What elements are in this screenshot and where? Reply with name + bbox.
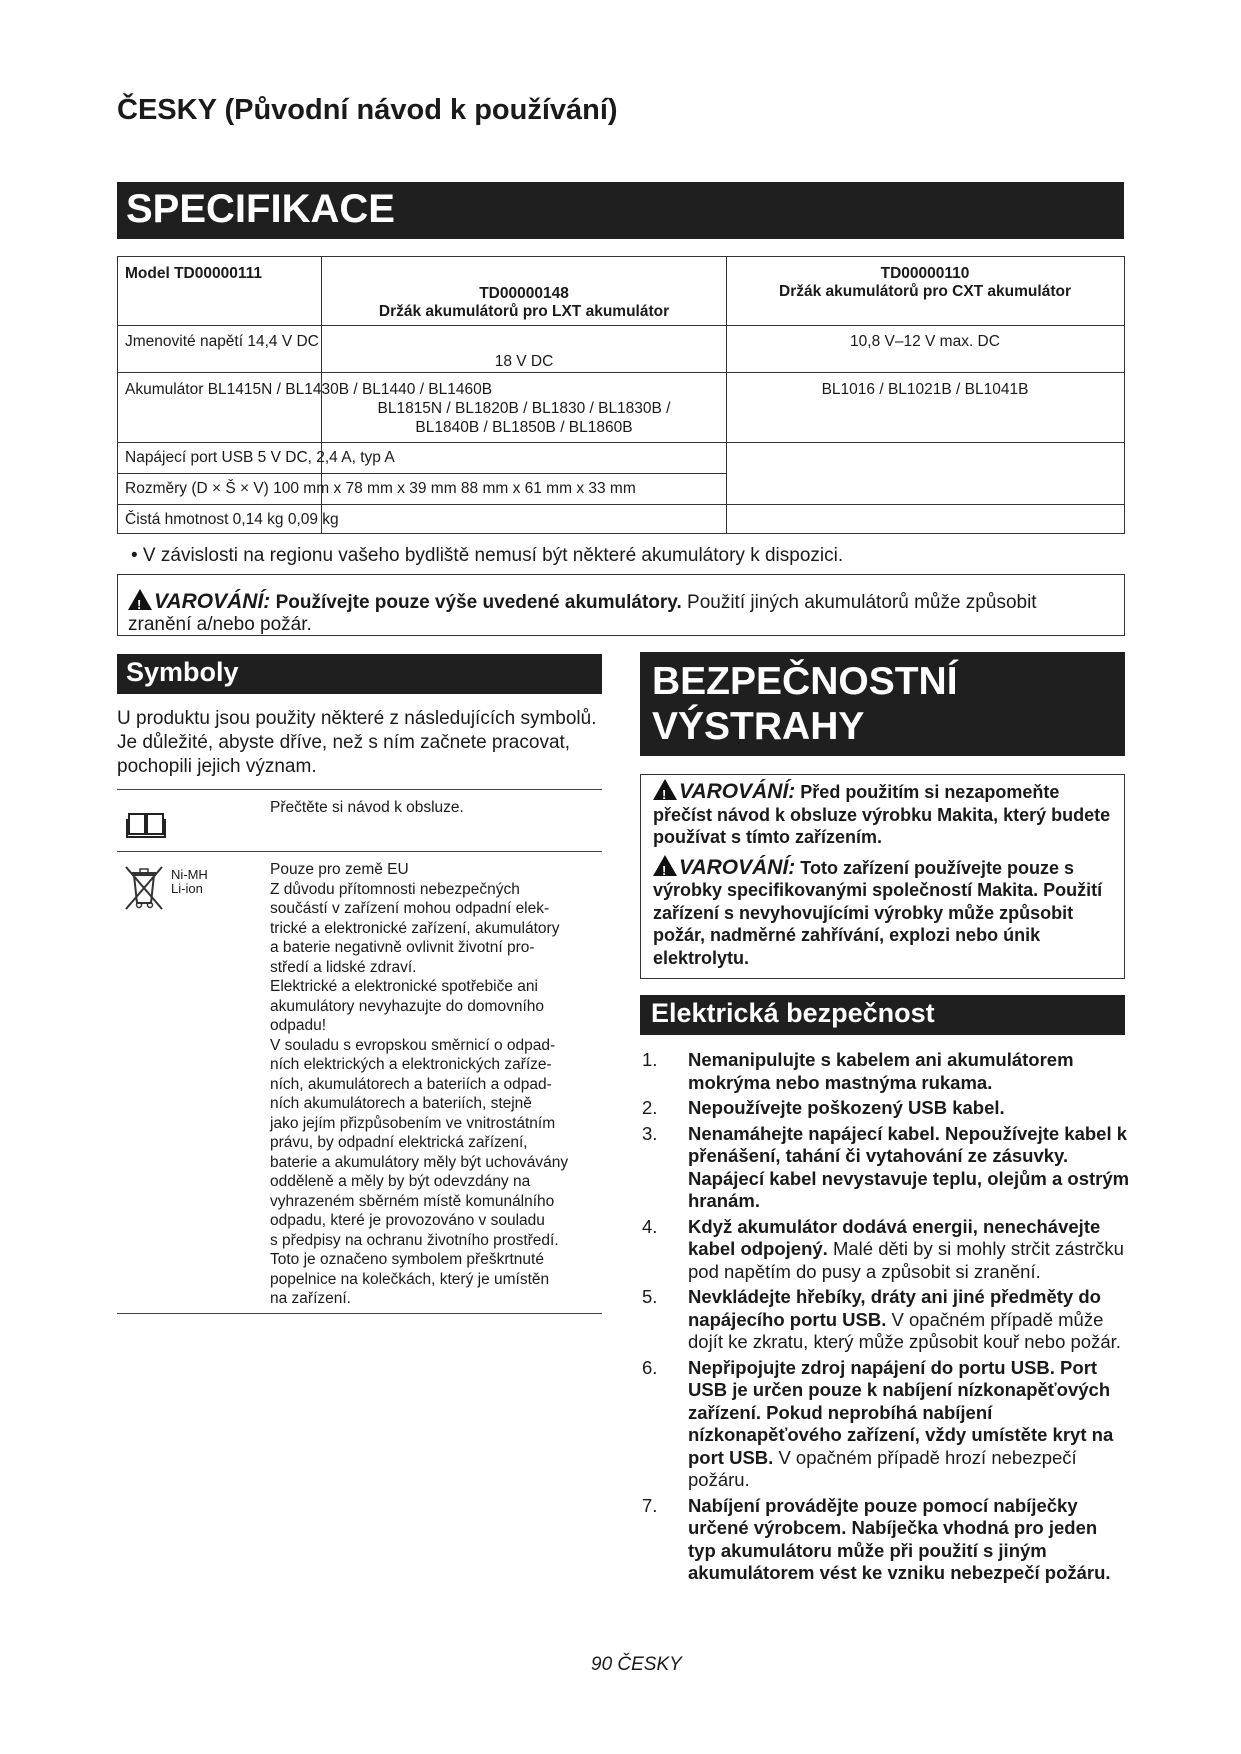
symbol-text-disposal: Pouze pro země EU Z důvodu přítomnosti nebezpečných součástí v zařízení mohou odpadní elek- trické a elektronické zařízení, akumulátory a baterie negativně ovlivnit životní pro- středí a lidské zdraví. Elektrické a elektronické spotřebiče ani akumulátory nevyhazujte do domovního odpadu! V souladu s evropskou směrnicí o odpad- ních elektrických a elektronických zaříze- ních, akumulátorech a bateriích a odpad- ních akumulátorech a bateriích, stejně jako jejím přizpůsobením ve vnitrostátním právu, by odpadní elektrická zařízení, baterie a akumulátory měly být uchovávány odděleně a měly by být odevzdány na vyhrazeném sběrném místě komunálního odpadu, které je provozováno v souladu s předpisy na ochranu životního prostředí. Toto je označeno symbolem přeškrtnuté popelnice na kolečkách, který je umístěn na zařízení. xyxy=(270,861,569,1307)
warning-icon xyxy=(653,855,677,876)
page-footer: 90 ČESKY xyxy=(591,1654,682,1675)
electrical-safety-list xyxy=(640,1049,1130,1588)
item-number: 5. xyxy=(642,1286,658,1307)
table-rule xyxy=(118,473,726,474)
warning-products xyxy=(653,855,1116,970)
symbol-divider xyxy=(117,1313,602,1314)
item-bold: Nepřipojujte zdroj napájení do portu USB. Port USB je určen pouze k nabíjení nízkonapěťových zařízení. Pokud neprobíhá nabíjení nízkonapěťového zařízení, vždy umístěte kryt na port USB. xyxy=(688,1356,1114,1468)
crossed-bin-icon xyxy=(122,863,166,911)
bezpecnostni-heading-line2: VÝSTRAHY xyxy=(652,705,865,748)
warning-text-line2: zranění a/nebo požár. xyxy=(128,614,312,635)
table-rule xyxy=(118,372,1124,373)
book-icon xyxy=(126,810,166,840)
electrical-safety-heading: Elektrická bezpečnost xyxy=(640,995,1125,1035)
item-bold: Když akumulátor dodává energii, nenechávejte kabel odpojený. xyxy=(688,1215,1101,1259)
warning-bold-text: Používejte pouze výše uvedené akumulátory. xyxy=(275,592,682,613)
list-item xyxy=(640,1049,1130,1094)
table-rule xyxy=(118,504,1124,505)
battery-col2-line1: BL1815N / BL1820B / BL1830 / BL1830B / xyxy=(377,400,671,417)
item-number: 1. xyxy=(642,1049,658,1070)
list-item xyxy=(640,1286,1130,1354)
warning-manual xyxy=(653,779,1116,849)
col2-code: TD00000148 xyxy=(479,285,569,302)
list-item xyxy=(640,1216,1130,1284)
warning-label: VAROVÁNÍ: xyxy=(154,590,271,613)
item-text: Malé děti by si mohly strčit zástrčku pod napětím do pusy a způsobit si zranění. xyxy=(688,1238,1124,1282)
page-title: ČESKY (Původní návod k používání) xyxy=(117,94,618,126)
table-rule xyxy=(118,325,1124,326)
specifikace-heading: SPECIFIKACE xyxy=(117,182,1124,239)
col2-desc: Držák akumulátorů pro LXT akumulátor xyxy=(378,303,670,320)
spec-table xyxy=(117,256,1125,534)
item-text: V opačném případě hrozí nebezpečí požáru. xyxy=(688,1446,1077,1490)
battery-col2-line2: BL1840B / BL1850B / BL1860B xyxy=(415,419,633,436)
item-bold: Nenamáhejte napájecí kabel. Nepoužívejte kabel k přenášení, tahání či vytahování ze zásuvky. Napájecí kabel nevystavuje teplu, olejům a ostrým hranám. xyxy=(688,1122,1130,1211)
warning-text-line1: Použití jiných akumulátorů může způsobit xyxy=(687,592,1037,613)
item-number: 2. xyxy=(642,1097,658,1118)
symbol-divider xyxy=(117,851,602,852)
model-label: Model TD00000111 xyxy=(125,265,262,282)
battery-warning xyxy=(117,574,1125,636)
bezpecnostni-heading xyxy=(640,652,1125,756)
list-item xyxy=(640,1357,1130,1492)
battery-label: Akumulátor BL1415N / BL1430B / BL1440 / BL1460B xyxy=(125,381,493,398)
table-rule xyxy=(118,442,1124,443)
item-number: 4. xyxy=(642,1215,658,1237)
symbols-intro: U produktu jsou použity některé z následujících symbolů. Je důležité, abyste dříve, než s ním začnete pracovat, pochopili jejich význam. xyxy=(117,708,597,777)
usb-label: Napájecí port USB 5 V DC, 2,4 A, typ A xyxy=(125,449,395,466)
symboly-heading: Symboly xyxy=(117,654,602,694)
item-bold: Nemanipulujte s kabelem ani akumulátorem mokrýma nebo mastnýma rukama. xyxy=(688,1049,1074,1093)
list-item xyxy=(640,1123,1130,1213)
voltage-col3: 10,8 V–12 V max. DC xyxy=(850,333,1000,350)
item-bold: Nepoužívejte poškozený USB kabel. xyxy=(688,1097,1005,1118)
col3-code: TD00000110 xyxy=(880,265,970,282)
item-number: 3. xyxy=(642,1122,658,1144)
dims-label: Rozměry (D × Š × V) 100 mm x 78 mm x 39 mm 88 mm x 61 mm x 33 mm xyxy=(125,480,636,497)
availability-note: • V závislosti na regionu vašeho bydliště nemusí být některé akumulátory k dispozici. xyxy=(131,545,844,566)
bezpecnostni-heading-line1: BEZPEČNOSTNÍ xyxy=(652,660,958,703)
item-number: 6. xyxy=(642,1356,658,1378)
warning-products-text: Toto zařízení používejte pouze s výrobky specifikovanými společností Makita. Použití zařízení s nevyhovujícími výrobky může způsobit požár, nadměrné zahřívání, explozi nebo únik elektrolytu. xyxy=(653,857,1103,968)
warning-icon xyxy=(128,589,152,610)
makita-warnings xyxy=(640,774,1125,979)
battery-type-label: Ni-MH Li-ion xyxy=(171,867,208,896)
item-text: V opačném případě může dojít ke zkratu, který může způsobit kouř nebo požár. xyxy=(688,1308,1121,1352)
item-bold: Nabíjení provádějte pouze pomocí nabíječky určené výrobcem. Nabíječka vhodná pro jeden typ akumulátoru může při použití s jiným akumulátorem vést ke vzniku nebezpečí požáru. xyxy=(688,1494,1111,1583)
symbol-divider xyxy=(117,789,602,790)
warning-manual-text: Před použitím si nezapomeňte přečíst návod k obsluze výrobku Makita, který budete používat s tímto zařízením. xyxy=(653,782,1111,847)
table-divider xyxy=(726,257,727,533)
symbol-text-manual: Přečtěte si návod k obsluze. xyxy=(270,799,464,816)
voltage-label: Jmenovité napětí 14,4 V DC xyxy=(125,333,319,350)
list-item xyxy=(640,1495,1130,1585)
voltage-col2: 18 V DC xyxy=(494,353,554,370)
col3-desc: Držák akumulátorů pro CXT akumulátor xyxy=(779,283,1071,300)
warning-icon xyxy=(653,779,677,800)
item-number: 7. xyxy=(642,1494,658,1516)
battery-col3: BL1016 / BL1021B / BL1041B xyxy=(821,381,1029,398)
list-item xyxy=(640,1097,1130,1120)
warning-label: VAROVÁNÍ: xyxy=(679,855,796,879)
weight-label: Čistá hmotnost 0,14 kg 0,09 kg xyxy=(125,511,339,528)
warning-label: VAROVÁNÍ: xyxy=(679,780,796,803)
item-bold: Nevkládejte hřebíky, dráty ani jiné předměty do napájecího portu USB. xyxy=(688,1286,1101,1330)
